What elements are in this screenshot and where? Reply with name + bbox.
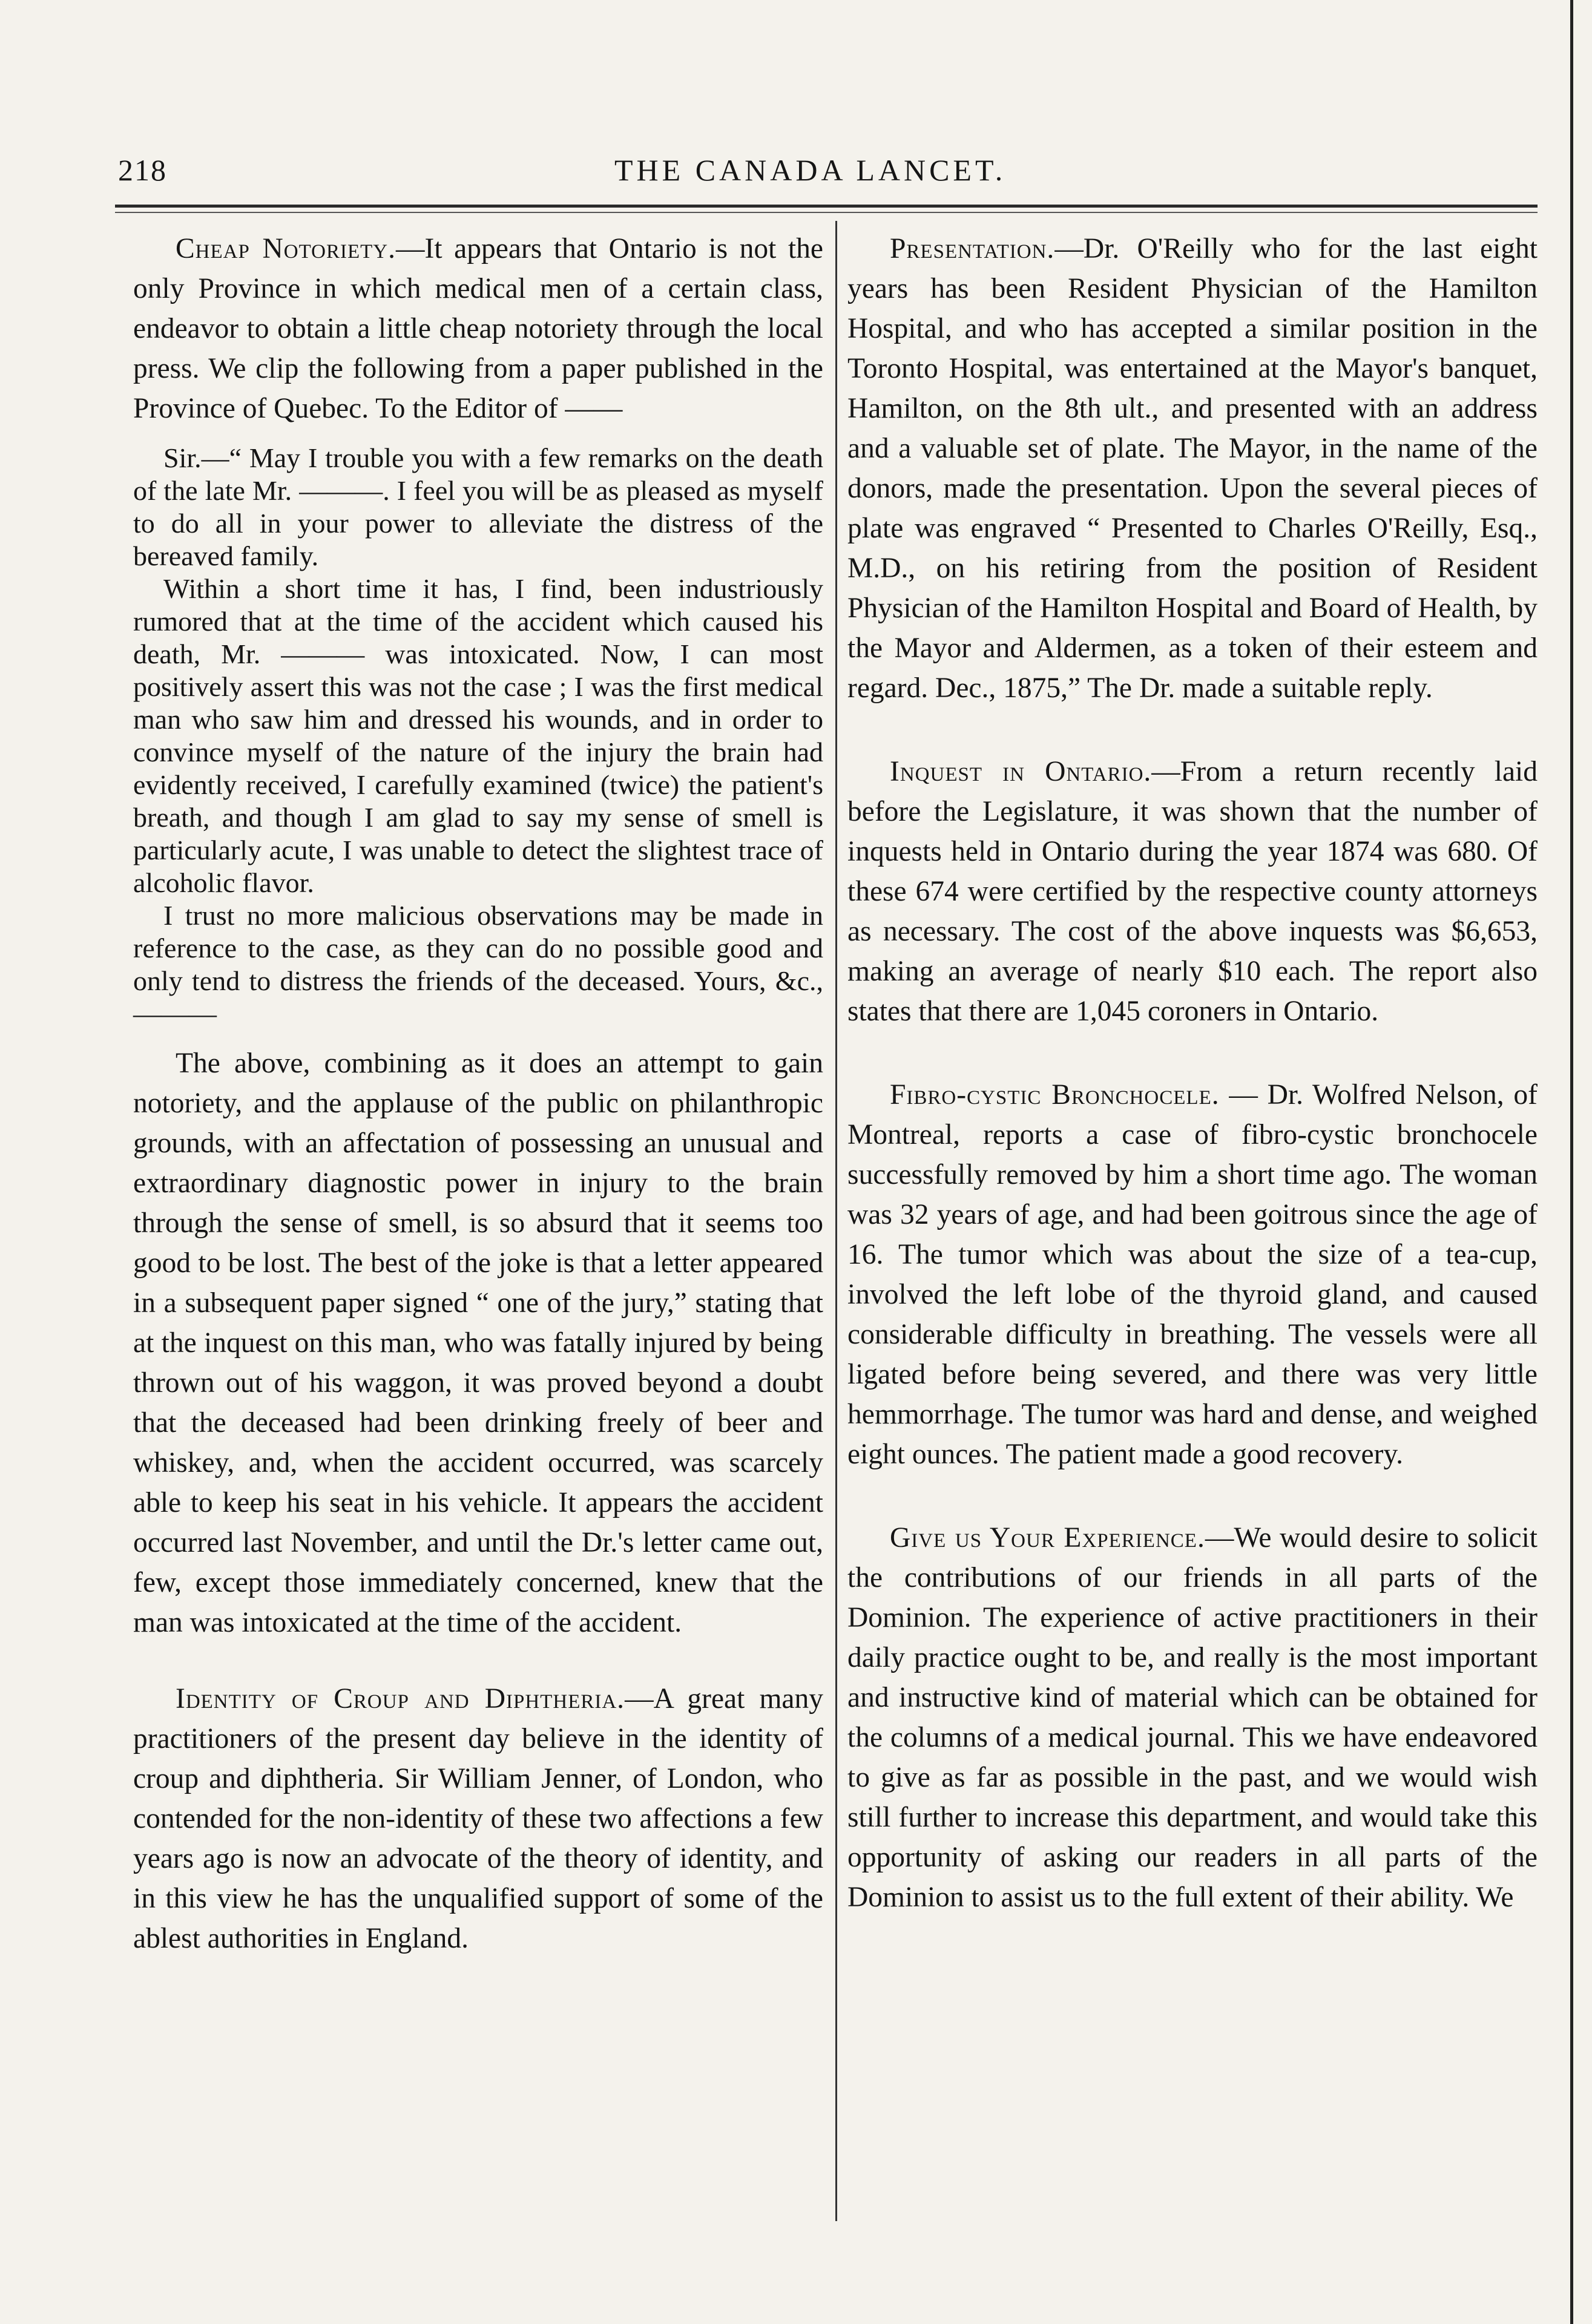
article-text: —Dr. O'Reilly who for the last eight years has been Resident Physician of the Hamilton Hospital, and who has accepted a similar position in the Toronto Hospital, was entertained at the Mayor's banquet, Hamilton, on the 8th ult., and presented with an address and a valuable set of plate. The Mayor, in the name of the donors, made the presentation. Upon the several pieces of plate was engraved “ Presented to Charles O'Reilly, Esq., M.D., on his retiring from the position of Resident Physician of the Hamilton Hospital and Board of Health, by the Mayor and Aldermen, as a token of their esteem and regard. Dec., 1875,” The Dr. made a suitable reply. [847, 233, 1538, 704]
article-text: — Dr. Wolfred Nelson, of Montreal, reports a case of fibro-cystic bronchocele successfully removed by him a short time ago. The woman was 32 years of age, and had been goitrous since the age of 16. The tumor which was about the size of a tea-cup, involved the left lobe of the thyroid gland, and caused considerable difficulty in breathing. The vessels were all ligated before being severed, and there was very little hemmorrhage. The tumor was hard and dense, and weighed eight ounces. The patient made a good recovery. [847, 1079, 1538, 1470]
article-presentation [847, 229, 1538, 708]
header-rule-thin [115, 212, 1538, 213]
article-title: Fibro-cystic Bronchocele. [890, 1079, 1220, 1111]
article-text: —We would desire to solicit the contributions of our friends in all parts of the Dominion. The experience of active practitioners in their daily practice ought to be, and really is the most important and instructive kind of material which can be obtained for the columns of a medical journal. This we have endeavored to give as far as possible in the past, and we would wish still further to increase this department, and would take this opportunity of asking our readers in all parts of the Dominion to assist us to the full extent of their ability. We [847, 1522, 1538, 1913]
article-paragraph [133, 1679, 823, 1958]
article-inquest-ontario [847, 752, 1538, 1031]
article-title: Cheap Notoriety. [176, 233, 396, 264]
left-column [133, 229, 823, 2002]
header-rule [115, 205, 1538, 208]
article-commentary: The above, combining as it does an attempt to gain notoriety, and the applause of the public on philanthropic grounds, with an affectation of possessing an unusual and extraordinary diagnostic power in injury to the brain through the sense of smell, is so absurd that it seems too good to be lost. The best of the joke is that a letter appeared in a subsequent paper signed “ one of the jury,” stating that at the inquest on this man, who was fatally injured by being thrown out of his waggon, it was proved beyond a doubt that the deceased had been drinking freely of beer and whiskey, and, when the accident occurred, was scarcely able to keep his seat in his vehicle. It appears the accident occurred last November, and until the Dr.'s letter came out, few, except those immediately concerned, knew that the man was intoxicated at the time of the accident. [133, 1048, 823, 1638]
page-number: 218 [118, 153, 167, 187]
letter-paragraph: I trust no more malicious observations may be made in reference to the case, as they can do no possible good and only tend to distress the friends of the deceased. Yours, &c., ——— [133, 900, 823, 1029]
article-croup-diphtheria [133, 1679, 823, 1958]
article-text: —It appears that Ontario is not the only Province in which medical men of a certain class, endeavor to obtain a little cheap notoriety through the local press. We clip the following from a paper published in the Province of Quebec. To the Editor of —— [133, 233, 824, 424]
article-cheap-notoriety [133, 229, 823, 1643]
article-title: Presentation. [890, 233, 1055, 264]
article-title: Inquest in Ontario. [890, 756, 1152, 787]
article-paragraph [847, 752, 1538, 1031]
article-intro [133, 229, 823, 428]
letter-paragraph: Within a short time it has, I find, been industriously rumored that at the time of the accident which caused his death, Mr. ——— was intoxicated. Now, I can most positively assert this was not the case ; I was the first medical man who saw him and dressed his wounds, and in order to convince myself of the nature of the injury the brain had evidently received, I carefully examined (twice) the patient's breath, and though I am glad to say my sense of smell is particularly acute, I was unable to detect the slightest trace of alcoholic flavor. [133, 573, 823, 898]
article-give-experience [847, 1518, 1538, 1917]
column-divider [835, 221, 837, 2221]
article-title: Identity of Croup and Diphtheria. [176, 1683, 625, 1715]
article-paragraph [847, 1518, 1538, 1917]
quoted-letter [133, 442, 823, 1030]
right-column [847, 229, 1538, 1961]
journal-title: THE CANADA LANCET. [614, 153, 1007, 187]
letter-paragraph: Sir.—“ May I trouble you with a few remarks on the death of the late Mr. ———. I feel you will be as pleased as myself to do all in your power to alleviate the distress of the bereaved family. [133, 442, 823, 571]
page-header [118, 150, 1038, 199]
article-text: —A great many practitioners of the present day believe in the identity of croup and diphtheria. Sir William Jenner, of London, who contended for the non-identity of these two affections a few years ago is now an advocate of the theory of identity, and in this view he has the unqualified support of some of the ablest authorities in England. [133, 1683, 823, 1954]
article-paragraph [847, 1075, 1538, 1474]
article-title: Give us Your Experience. [890, 1522, 1205, 1554]
article-text: —From a return recently laid before the Legislature, it was shown that the number of inquests held in Ontario during the year 1874 was 680. Of these 674 were certified by the respective county attorneys as necessary. The cost of the above inquests was $6,653, making an average of nearly $10 each. The report also states that there are 1,045 coroners in Ontario. [847, 756, 1538, 1027]
article-bronchocele [847, 1075, 1538, 1474]
page-edge-line [1570, 0, 1573, 2324]
article-paragraph [847, 229, 1538, 708]
